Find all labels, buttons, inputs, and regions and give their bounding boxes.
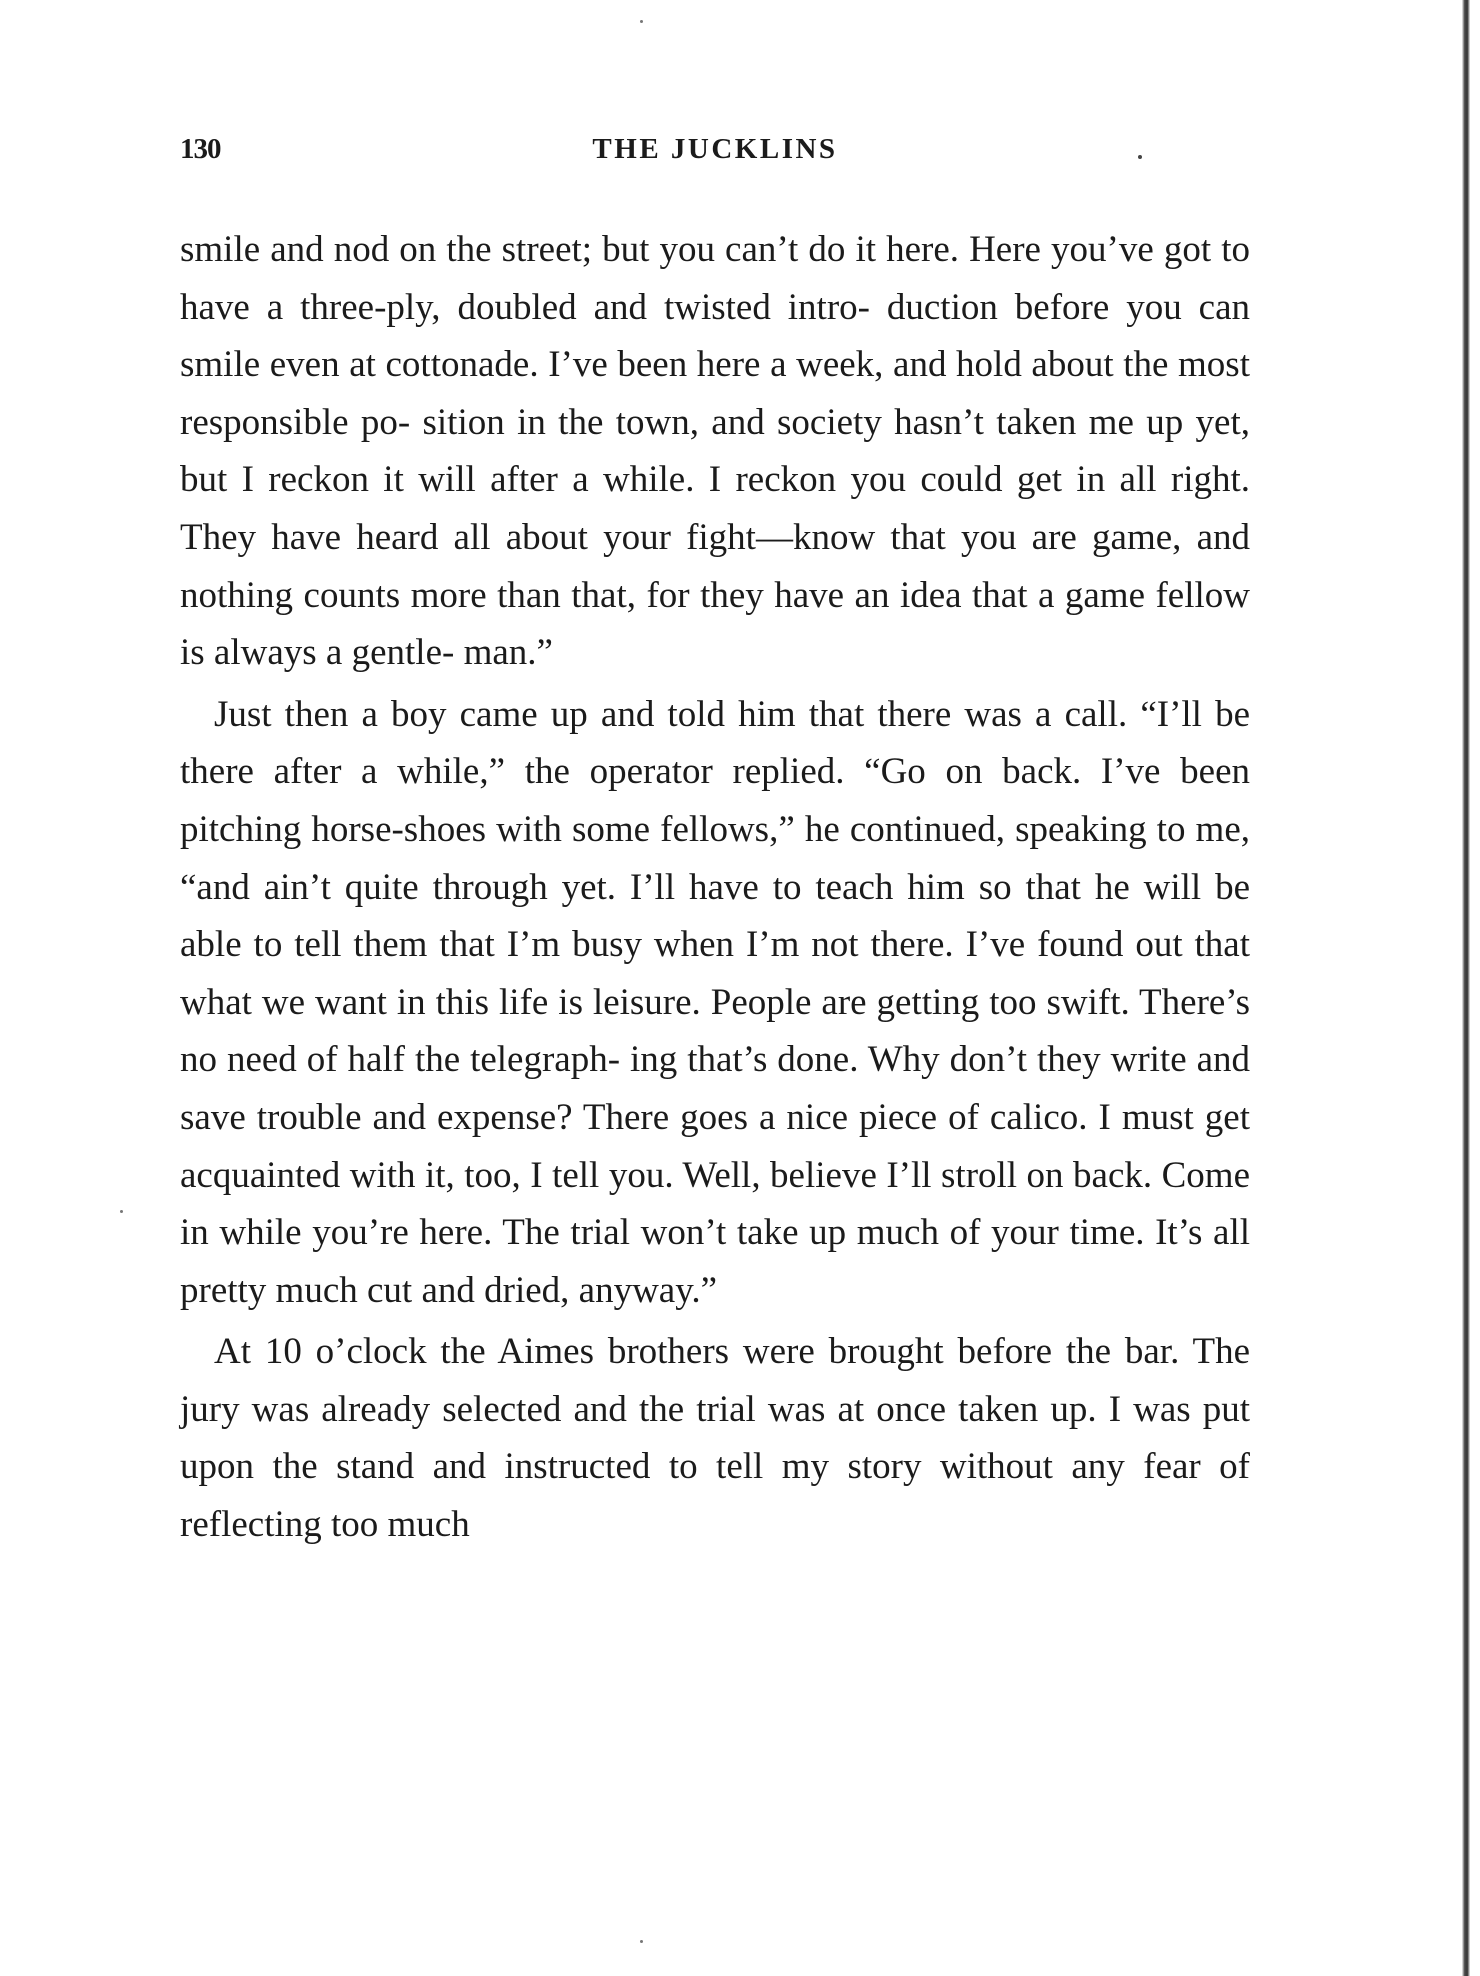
running-head	[180, 133, 1250, 173]
body-text	[180, 221, 1250, 1554]
scan-speck	[640, 1940, 643, 1943]
decorative-dot	[1138, 155, 1142, 159]
page-binding-edge	[1452, 0, 1480, 1976]
paragraph-continued: smile and nod on the street; but you can’t do it here. Here you’ve got to have a three-ply, doubled and twisted intro- duction before you can smile even at cottonade. I’ve been here a week, and hold about the most responsible po- sition in the town, and society hasn’t taken me up yet, but I reckon it will after a while. I reckon you could get in all right. They have heard all about your fight—know that you are game, and nothing counts more than that, for they have an idea that a game fellow is always a gentle- man.”	[180, 229, 1250, 674]
book-title: THE JUCKLINS	[592, 133, 838, 165]
paragraph: At 10 o’clock the Aimes brothers were brought before the bar. The jury was already selected and the trial was at once taken up. I was put upon the stand and instructed to tell my story without any fear of reflecting too much	[180, 1331, 1250, 1546]
paragraph: Just then a boy came up and told him that there was a call. “I’ll be there after a while,” the operator replied. “Go on back. I’ve been pitching horse-shoes with some fellows,” he continued, speaking to me, “and ain’t quite through yet. I’ll have to teach him so that he will be able to tell them that I’m busy when I’m not there. I’ve found out that what we want in this life is leisure. People are getting too swift. There’s no need of half the telegraph- ing that’s done. Why don’t they write and save trouble and expense? There goes a nice piece of calico. I must get acquainted with it, too, I tell you. Well, believe I’ll stroll on back. Come in while you’re here. The trial won’t take up much of your time. It’s all pretty much cut and dried, anyway.”	[180, 693, 1250, 1311]
page-number: 130	[180, 133, 221, 165]
scan-speck	[120, 1210, 123, 1213]
scan-speck	[640, 20, 643, 23]
